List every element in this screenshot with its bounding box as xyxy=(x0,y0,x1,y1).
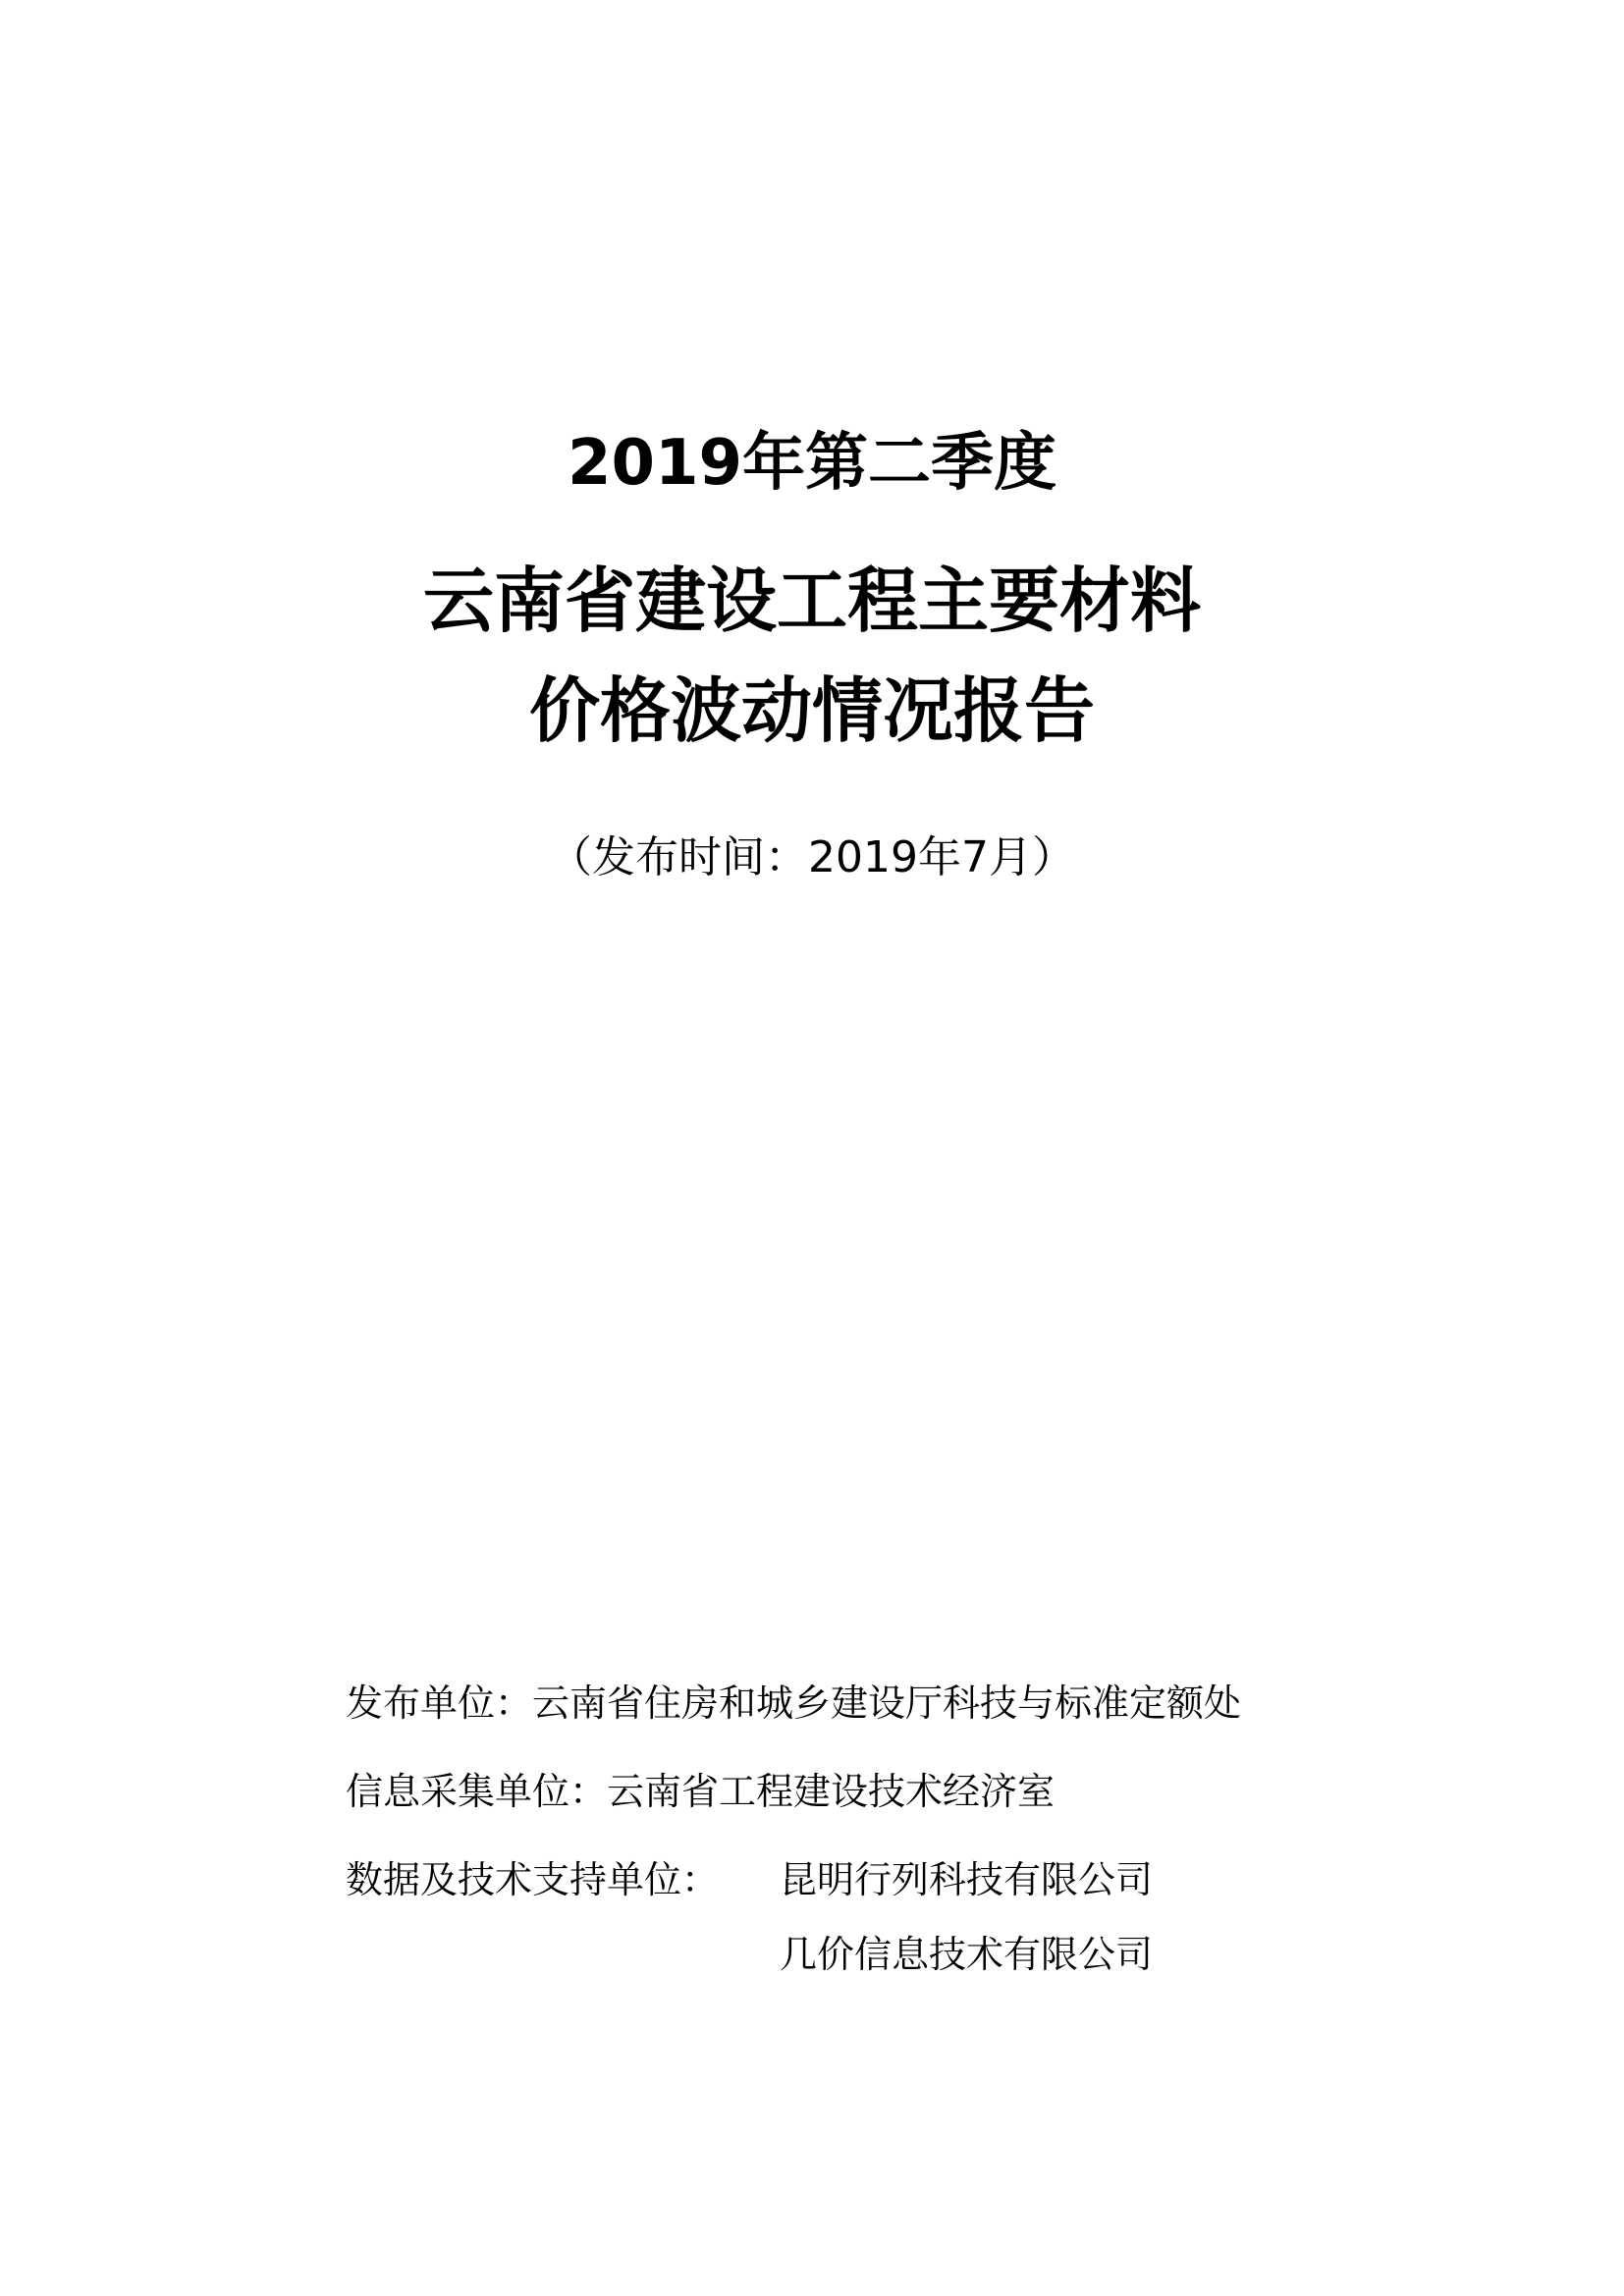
support-line-2 xyxy=(780,1933,1154,1976)
issuer-label: 发布单位： xyxy=(346,1682,533,1725)
issuer-name: 云南省住房和城乡建设厅科技与标准定额处 xyxy=(532,1682,1242,1725)
support-label: 数据及技术支持单位： xyxy=(346,1858,720,1901)
collector-label: 信息采集单位： xyxy=(346,1770,608,1813)
collector-line xyxy=(346,1770,1056,1813)
report-title-sub: 价格波动情况报告 xyxy=(528,669,1095,752)
issuer-line xyxy=(346,1682,1242,1725)
report-title-year-quarter: 2019年第二季度 xyxy=(567,427,1057,500)
report-title-main: 云南省建设工程主要材料 xyxy=(422,560,1201,642)
support-company-2: 几价信息技术有限公司 xyxy=(780,1933,1154,1976)
release-time: （发布时间：2019年7月） xyxy=(549,832,1075,882)
support-line xyxy=(346,1858,1154,1901)
support-company-1: 昆明行列科技有限公司 xyxy=(780,1858,1154,1901)
collector-name: 云南省工程建设技术经济室 xyxy=(607,1770,1056,1813)
